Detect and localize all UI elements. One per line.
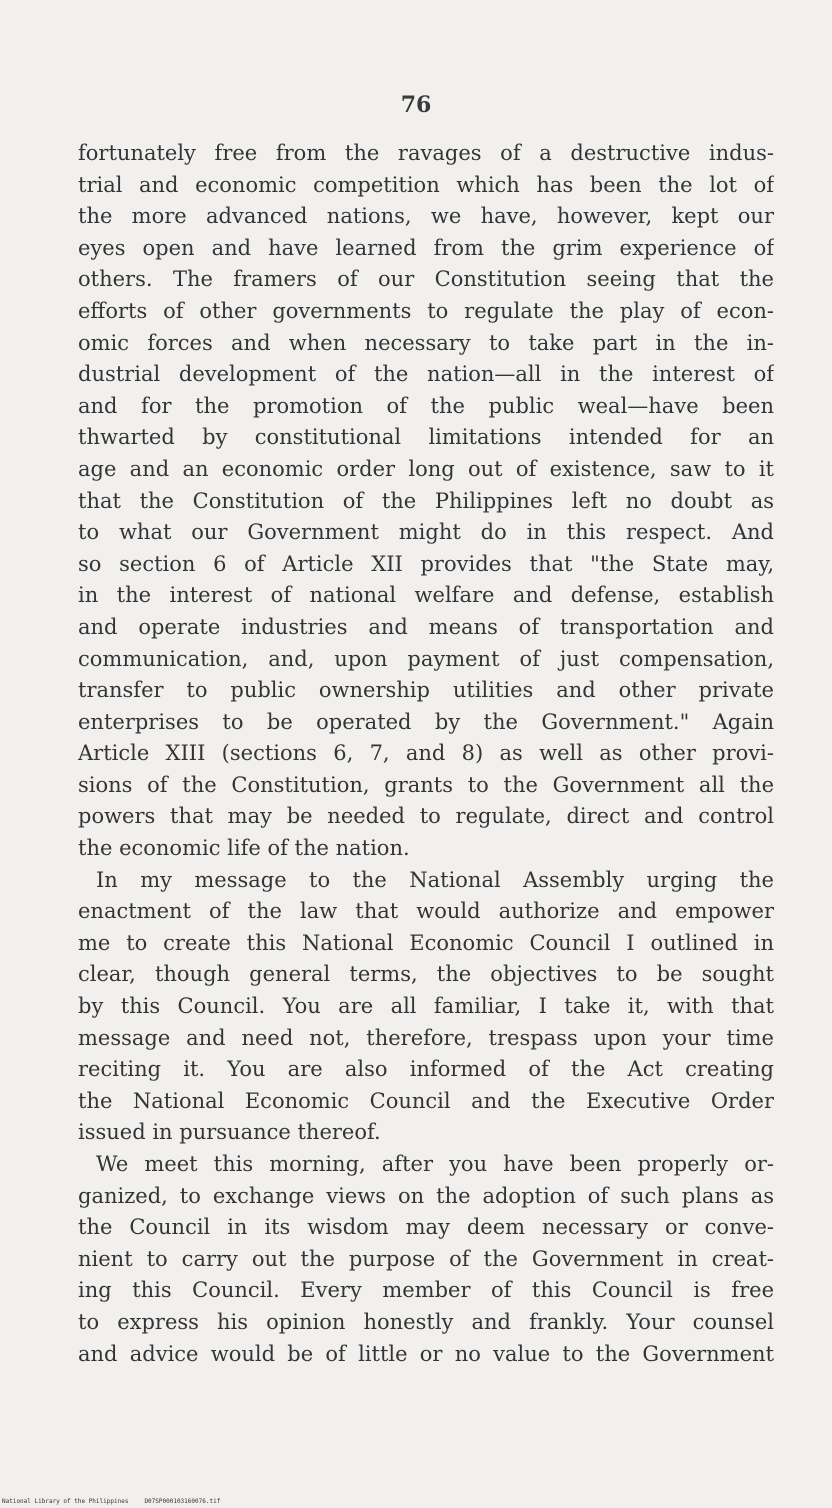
text-line: In my message to the National Assembly urging the: [96, 867, 774, 892]
text-line: in the interest of national welfare and defense, establish: [78, 583, 774, 608]
text-line: by this Council. You are all familiar, I take it, with that: [78, 994, 774, 1019]
paragraph-3: [78, 1149, 774, 1370]
page-number: 76: [400, 92, 432, 118]
paragraph-1: [78, 138, 774, 865]
text-line: others. The framers of our Constitution seeing that the: [78, 267, 774, 292]
body-text: [78, 138, 774, 1370]
text-line: fortunately free from the ravages of a destructive indus-: [78, 141, 774, 165]
text-line: We meet this morning, after you have been properly or-: [96, 1152, 774, 1176]
text-line: omic forces and when necessary to take part in the in-: [78, 330, 774, 355]
text-line: the Council in its wisdom may deem necessary or conve-: [78, 1215, 774, 1240]
text-line: so section 6 of Article XII provides that "the State may,: [78, 551, 774, 576]
text-line: trial and economic competition which has been the lot of: [78, 172, 774, 197]
text-line: issued in pursuance thereof.: [78, 1120, 381, 1145]
text-line: and advice would be of little or no value to the Government: [78, 1341, 774, 1366]
text-line: that the Constitution of the Philippines left no doubt as: [78, 488, 774, 513]
text-line: reciting it. You are also informed of the Act creating: [78, 1057, 774, 1082]
text-line: age and an economic order long out of existence, saw to it: [78, 456, 774, 481]
text-line: enterprises to be operated by the Government." Again: [78, 709, 774, 734]
text-line: the more advanced nations, we have, however, kept our: [78, 204, 774, 229]
text-line: the National Economic Council and the Executive Order: [78, 1088, 774, 1113]
text-line: powers that may be needed to regulate, direct and control: [78, 804, 774, 829]
scan-footer: [2, 1498, 220, 1505]
text-line: sions of the Constitution, grants to the Government all the: [78, 772, 774, 797]
text-line: Article XIII (sections 6, 7, and 8) as well as other provi-: [78, 741, 774, 766]
text-line: dustrial development of the nation—all in the interest of: [78, 362, 774, 387]
text-line: enactment of the law that would authorize and empower: [78, 899, 774, 924]
text-line: eyes open and have learned from the grim experience of: [78, 235, 774, 260]
text-line: ganized, to exchange views on the adoption of such plans as: [78, 1183, 774, 1208]
text-line: and for the promotion of the public weal—have been: [78, 393, 774, 418]
text-line: to express his opinion honestly and frankly. Your counsel: [78, 1309, 774, 1334]
text-line: message and need not, therefore, trespass upon your time: [78, 1025, 774, 1050]
text-line: transfer to public ownership utilities and other private: [78, 678, 774, 703]
footer-file: D07SP000103160076.tif: [144, 1498, 221, 1505]
text-line: the economic life of the nation.: [78, 836, 410, 861]
paragraph-2: [78, 865, 774, 1149]
footer-library: National Library of the Philippines: [2, 1498, 129, 1505]
text-line: nient to carry out the purpose of the Government in creat-: [78, 1246, 774, 1271]
text-line: ing this Council. Every member of this Council is free: [78, 1278, 774, 1303]
text-line: me to create this National Economic Council I outlined in: [78, 930, 774, 955]
text-line: communication, and, upon payment of just compensation,: [78, 646, 774, 671]
text-line: thwarted by constitutional limitations intended for an: [78, 425, 774, 450]
text-line: efforts of other governments to regulate the play of econ-: [78, 298, 774, 323]
text-line: and operate industries and means of transportation and: [78, 614, 774, 639]
text-line: to what our Government might do in this respect. And: [78, 520, 774, 545]
text-line: clear, though general terms, the objectives to be sought: [78, 962, 774, 987]
